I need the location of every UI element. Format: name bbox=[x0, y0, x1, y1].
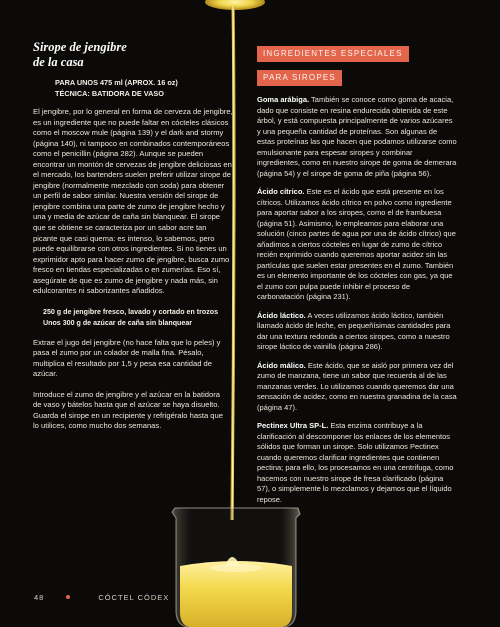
recipe-title-line1: Sirope de jengibre bbox=[33, 40, 127, 54]
entry-term: Ácido láctico. bbox=[257, 310, 306, 320]
sidebar-entry-malic-acid bbox=[257, 361, 457, 414]
footer-dot-icon bbox=[66, 595, 70, 599]
entry-text: También se conoce como goma de acacia, dado que consiste en resina endurecida obtenida de este árbol, y está compuesta principalmente de varios azúcares y una pequeña cantidad de proteínas. Son algunas de estas proteínas las que hacen que podamos utilizarse como emulsionante para espesar siropes y combinar ingredientes, como en nuestro sirope de goma de demerara (página 54) y el sirope de goma de piña (página 56). bbox=[257, 95, 457, 178]
sidebar-entry-gum-arabic bbox=[257, 95, 457, 179]
sidebar-entry-lactic-acid bbox=[257, 311, 457, 353]
entry-term: Pectinex Ultra SP-L. bbox=[257, 421, 329, 430]
sidebar-heading-line1: INGREDIENTES ESPECIALES bbox=[257, 46, 409, 62]
entry-term: Goma arábiga. bbox=[257, 95, 310, 104]
recipe-title-line2: de la casa bbox=[33, 55, 84, 69]
sidebar-entry-citric-acid bbox=[257, 187, 457, 303]
entry-text: Este ácido, que se aisló por primera vez del zumo de manzana, tiene un sabor que recuerda al de las manzanas verdes. Lo utilizamos cuando queremos dar una sensación de acidez, como en nuestra granadina de la casa (página 47). bbox=[257, 360, 457, 412]
special-ingredients-sidebar bbox=[257, 43, 457, 513]
entry-text: Este es el ácido que está presente en los cítricos. Utilizamos ácido cítrico en polvo como ingrediente para aportar sabor a los siropes, como el de frambuesa (página 51). Asimismo, lo empleamos para elaborar una solución (cinco partes de agua por una de ácido cítrico) que añadimos a ciertos cócteles en lugar de zumo de cítrico recién exprimido cuando queremos aportar acidez sin las partículas que suelen estar presentes en el zumo. También es un elemento importante de los cócteles con gas, ya que el zumo con pulpa puede inhibir el proceso de carbonatación (página 231). bbox=[257, 187, 456, 301]
page-footer bbox=[34, 593, 169, 602]
page-number: 48 bbox=[34, 593, 45, 602]
recipe-meta bbox=[55, 78, 233, 99]
ingredient-item: 250 g de jengibre fresco, lavado y cortado en trozos bbox=[43, 307, 219, 316]
entry-text: A veces utilizamos ácido láctico, también llamado ácido de leche, en pequeñísimas cantidades para dar una textura redonda a ciertos siropes, como a nuestro sirope láctico de vainilla (página 286). bbox=[257, 310, 451, 351]
recipe-step: Introduce el zumo de jengibre y el azúcar en la batidora de vaso y bátelos hasta que el azúcar se haya disuelto. Guarda el sirope en un recipiente y refrigéralo hasta que lo utilices, como mucho dos semanas. bbox=[33, 389, 223, 431]
recipe-column bbox=[33, 40, 233, 442]
recipe-yield: PARA UNOS 475 ml (APROX. 16 oz) bbox=[55, 78, 178, 87]
book-title: CÓCTEL CÓDEX bbox=[98, 593, 170, 602]
recipe-step: Extrae el jugo del jengibre (no hace falta que lo peles) y pasa el zumo por un colador de malla fina. Pésalo, multiplica el resultado por 1,5 y pesa esa cantidad de azúcar. bbox=[33, 337, 221, 379]
ingredient-list bbox=[43, 308, 233, 329]
sidebar-entry-pectinex bbox=[257, 421, 457, 505]
recipe-technique: TÉCNICA: BATIDORA DE VASO bbox=[55, 88, 164, 98]
entry-term: Ácido cítrico. bbox=[257, 187, 305, 196]
recipe-title bbox=[33, 40, 233, 70]
entry-term: Ácido málico. bbox=[257, 360, 306, 370]
recipe-intro: El jengibre, por lo general en forma de cerveza de jengibre, es un ingrediente que no puede faltar en cócteles clásicos como el moscow mule (página 139) y el dark and stormy (página 140), ni tampoco en combinados contemporáneos como el penicillin (página 282). Aunque se pueden encontrar un montón de cervezas de jengibre deliciosas en el mercado, los bartenders suelen preferir utilizar sirope de jengibre (normalmente mezclado con soda) para obtener un perfil de sabor similar. Nuestra versión del sirope de jengibre combina una parte de zumo de jengibre hecho y una y media de azúcar de caña sin blanquear. El sirope que se obtiene se caracteriza por un sabor acre tan picante que casi quema: es intenso, lo sabemos, pero puede equilibrarse con otros ingredientes. Si no tienes un exprimidor apto para hacer zumo de jengibre, busca zumo fresco en tiendas especializadas o en zumerías. Eso sí, asegúrate de que es zumo de jengibre y nada más, sin edulcorantes ni saborizantes añadidos. bbox=[33, 107, 233, 296]
entry-text: Esta enzima contribuye a la clarificación al descomponer los enlaces de los elementos sólidos que forman un sirope. Solo utilizamos Pectinex cuando queremos clarificar ingredientes que contienen pectina; para ello, los procesamos en una centrifuga, como hacemos con nuestro sirope de fresa clarificado (página 57), o simplemente lo mezclamos y dejamos que el líquido repose. bbox=[257, 421, 454, 504]
recipe-steps bbox=[33, 338, 229, 432]
ingredient-item: Unos 300 g de azúcar de caña sin blanquear bbox=[43, 319, 193, 328]
top-bowl-glow bbox=[205, 0, 265, 10]
sidebar-heading-line2: PARA SIROPES bbox=[257, 70, 342, 86]
